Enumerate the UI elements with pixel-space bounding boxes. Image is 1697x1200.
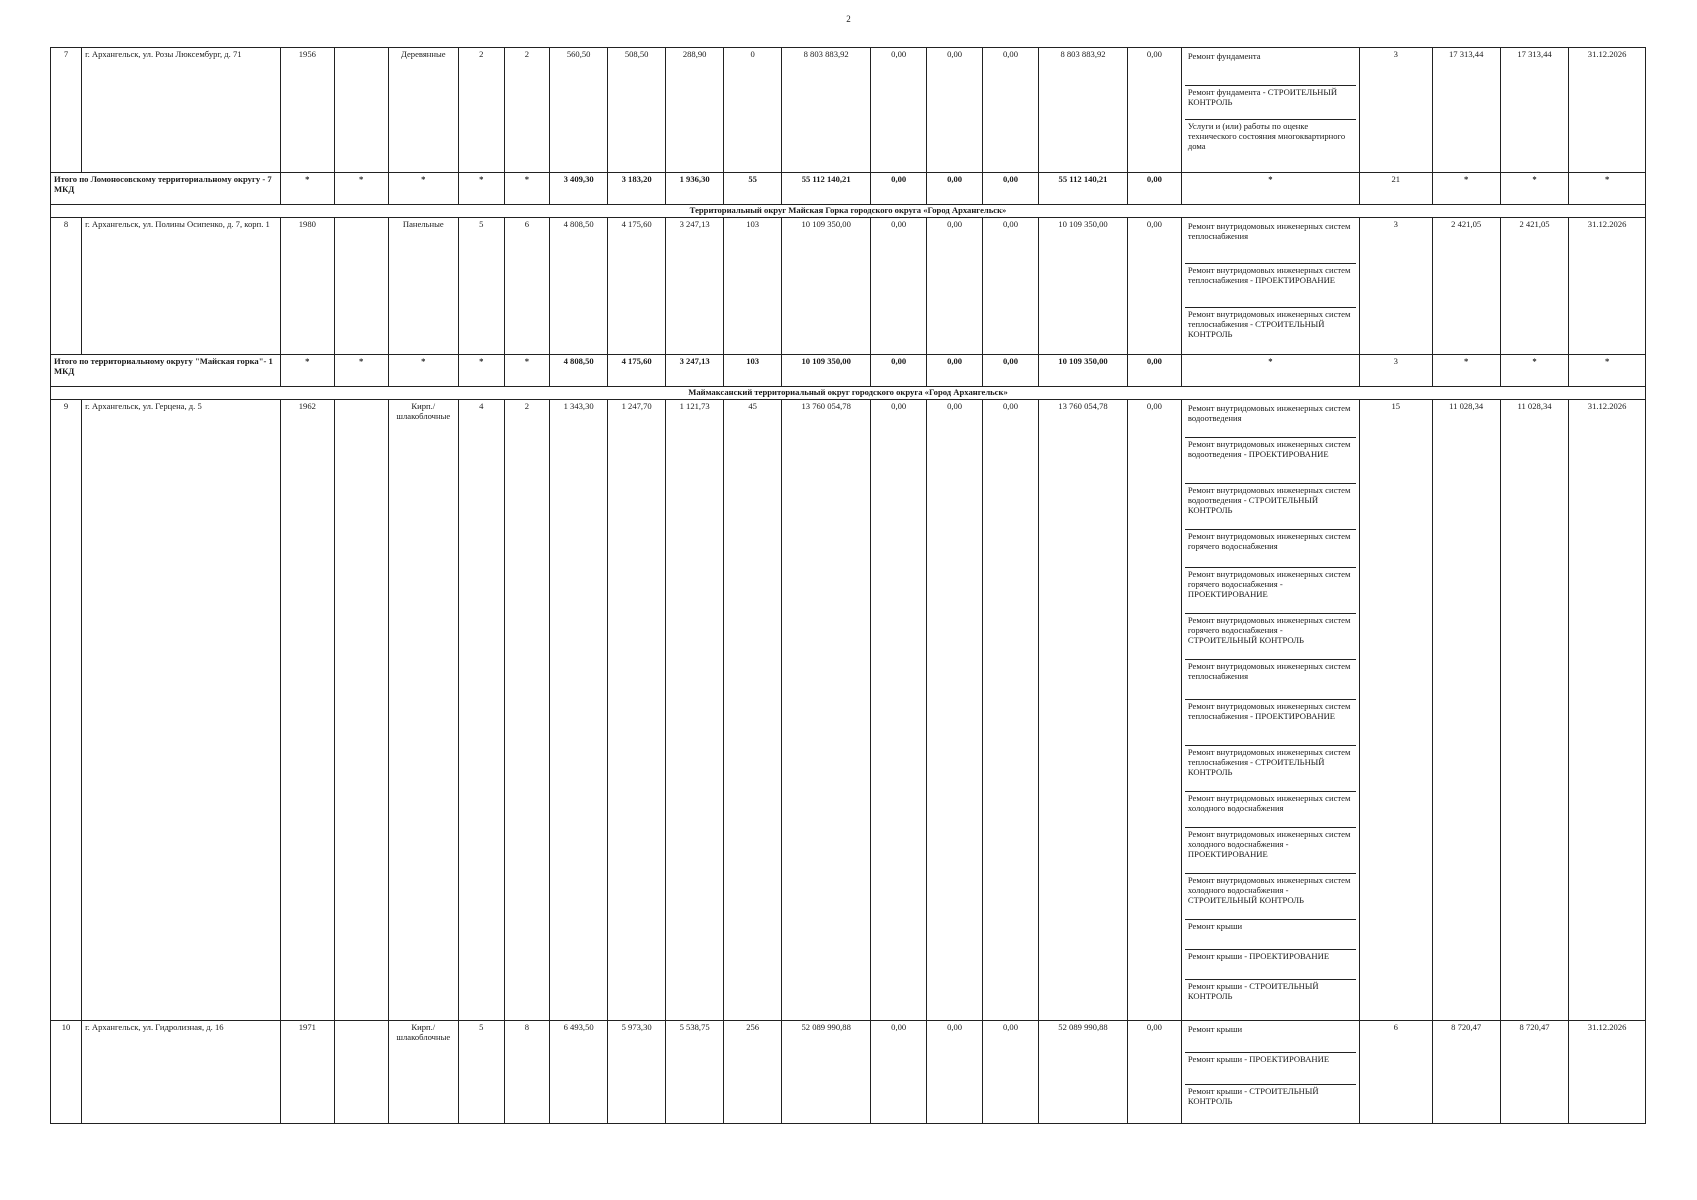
fund5-cell: 0,00 <box>1128 173 1182 205</box>
work-item: Ремонт внутридомовых инженерных систем холодного водоснабжения <box>1185 792 1356 828</box>
year-cell: 1980 <box>280 218 334 355</box>
star-cell: * <box>1181 355 1359 387</box>
row-number: 7 <box>51 48 82 173</box>
count-cell: 3 <box>1360 48 1433 173</box>
fund4-cell: 8 803 883,92 <box>1038 48 1127 173</box>
work-item: Ремонт фундамента <box>1185 50 1356 86</box>
area-total-cell: 4 808,50 <box>550 218 608 355</box>
fund1-cell: 0,00 <box>871 48 927 173</box>
work-item: Ремонт крыши - СТРОИТЕЛЬНЫЙ КОНТРОЛЬ <box>1187 1086 1319 1106</box>
entrances-cell: 2 <box>504 400 550 1021</box>
star-cell: * <box>504 355 550 387</box>
star-cell: * <box>1569 355 1646 387</box>
fund3-cell: 0,00 <box>983 355 1039 387</box>
table-row <box>51 48 1646 173</box>
fund4-cell: 10 109 350,00 <box>1038 218 1127 355</box>
area-owned-cell: 3 247,13 <box>666 355 724 387</box>
work-item: Ремонт крыши - ПРОЕКТИРОВАНИЕ <box>1185 1053 1356 1085</box>
fund2-cell: 0,00 <box>927 355 983 387</box>
area-owned-cell: 288,90 <box>666 48 724 173</box>
deadline-cell: 31.12.2026 <box>1569 48 1646 173</box>
work-item: Ремонт внутридомовых инженерных систем теплоснабжения - ПРОЕКТИРОВАНИЕ <box>1185 700 1356 746</box>
star-cell: * <box>1500 173 1568 205</box>
material-cell: Кирп./ шлакоблочные <box>388 1021 458 1124</box>
work-item: Ремонт фундамента - СТРОИТЕЛЬНЫЙ КОНТРОЛЬ <box>1185 86 1356 120</box>
work-item: Ремонт внутридомовых инженерных систем горячего водоснабжения - СТРОИТЕЛЬНЫЙ КОНТРОЛЬ <box>1185 614 1356 660</box>
total-row <box>51 173 1646 205</box>
capital-repair-register-table <box>50 47 1646 1124</box>
area-owned-cell: 3 247,13 <box>666 218 724 355</box>
work-item: Ремонт внутридомовых инженерных систем теплоснабжения - ПРОЕКТИРОВАНИЕ <box>1185 264 1356 308</box>
material-cell: Панельные <box>388 218 458 355</box>
star-cell: * <box>459 173 505 205</box>
work-item: Ремонт крыши - СТРОИТЕЛЬНЫЙ КОНТРОЛЬ <box>1187 981 1319 1001</box>
cost-total-cell: 13 760 054,78 <box>782 400 871 1021</box>
count-cell: 21 <box>1360 173 1433 205</box>
section-header-row <box>51 205 1646 218</box>
area-total-cell: 6 493,50 <box>550 1021 608 1124</box>
section-title: Маймаксанский территориальный округ городского округа «Город Архангельск» <box>51 387 1646 400</box>
material-cell: Кирп./ шлакоблочные <box>388 400 458 1021</box>
residents-cell: 55 <box>724 173 782 205</box>
work-item: Ремонт крыши <box>1185 1023 1356 1053</box>
fund3-cell: 0,00 <box>983 173 1039 205</box>
fund5-cell: 0,00 <box>1128 400 1182 1021</box>
table-row <box>51 1021 1646 1124</box>
star-cell: * <box>1181 173 1359 205</box>
work-item: Ремонт внутридомовых инженерных систем холодного водоснабжения - ПРОЕКТИРОВАНИЕ <box>1185 828 1356 874</box>
count-cell: 3 <box>1360 218 1433 355</box>
area-living-cell: 508,50 <box>608 48 666 173</box>
work-item: Ремонт внутридомовых инженерных систем водоотведения <box>1185 402 1356 438</box>
residents-cell: 256 <box>724 1021 782 1124</box>
unit-cost-cell: 8 720,47 <box>1432 1021 1500 1124</box>
address-cell: г. Архангельск, ул. Полины Осипенко, д. 7, корп. 1 <box>82 218 281 355</box>
max-cost-cell: 2 421,05 <box>1500 218 1568 355</box>
works-cell <box>1181 400 1359 1021</box>
fund1-cell: 0,00 <box>871 400 927 1021</box>
fund2-cell: 0,00 <box>927 400 983 1021</box>
fund5-cell: 0,00 <box>1128 218 1182 355</box>
fund4-cell: 55 112 140,21 <box>1038 173 1127 205</box>
max-cost-cell: 8 720,47 <box>1500 1021 1568 1124</box>
deadline-cell: 31.12.2026 <box>1569 400 1646 1021</box>
cost-total-cell: 10 109 350,00 <box>782 218 871 355</box>
work-item: Ремонт внутридомовых инженерных систем холодного водоснабжения - СТРОИТЕЛЬНЫЙ КОНТРОЛЬ <box>1185 874 1356 920</box>
residents-cell: 103 <box>724 218 782 355</box>
star-cell: * <box>388 173 458 205</box>
fund5-cell: 0,00 <box>1128 1021 1182 1124</box>
works-cell <box>1181 1021 1359 1124</box>
residents-cell: 45 <box>724 400 782 1021</box>
fund1-cell: 0,00 <box>871 355 927 387</box>
max-cost-cell: 11 028,34 <box>1500 400 1568 1021</box>
fund4-cell: 52 089 990,88 <box>1038 1021 1127 1124</box>
entrances-cell: 8 <box>504 1021 550 1124</box>
cost-total-cell: 52 089 990,88 <box>782 1021 871 1124</box>
address-cell: г. Архангельск, ул. Розы Люксембург, д. 71 <box>82 48 281 173</box>
area-owned-cell: 1 121,73 <box>666 400 724 1021</box>
area-total-cell: 4 808,50 <box>550 355 608 387</box>
page-number: 2 <box>846 14 851 24</box>
residents-cell: 103 <box>724 355 782 387</box>
work-item: Ремонт внутридомовых инженерных систем горячего водоснабжения - ПРОЕКТИРОВАНИЕ <box>1185 568 1356 614</box>
star-cell: * <box>459 355 505 387</box>
fund1-cell: 0,00 <box>871 1021 927 1124</box>
fund3-cell: 0,00 <box>983 1021 1039 1124</box>
star-cell: * <box>334 355 388 387</box>
unit-cost-cell: 17 313,44 <box>1432 48 1500 173</box>
area-living-cell: 3 183,20 <box>608 173 666 205</box>
floors-cell: 4 <box>459 400 505 1021</box>
area-owned-cell: 5 538,75 <box>666 1021 724 1124</box>
area-total-cell: 560,50 <box>550 48 608 173</box>
work-item: Ремонт внутридомовых инженерных систем горячего водоснабжения <box>1185 530 1356 568</box>
work-item: Ремонт внутридомовых инженерных систем теплоснабжения - СТРОИТЕЛЬНЫЙ КОНТРОЛЬ <box>1185 746 1356 792</box>
entrances-cell: 6 <box>504 218 550 355</box>
star-cell: * <box>1569 173 1646 205</box>
table-row <box>51 218 1646 355</box>
total-label: Итого по территориальному округу "Майская горка"- 1 МКД <box>51 355 281 387</box>
year-cell: 1956 <box>280 48 334 173</box>
work-item: Ремонт внутридомовых инженерных систем водоотведения - ПРОЕКТИРОВАНИЕ <box>1185 438 1356 484</box>
entrances-cell: 2 <box>504 48 550 173</box>
fund2-cell: 0,00 <box>927 48 983 173</box>
max-cost-cell: 17 313,44 <box>1500 48 1568 173</box>
area-living-cell: 1 247,70 <box>608 400 666 1021</box>
row-number: 10 <box>51 1021 82 1124</box>
address-cell: г. Архангельск, ул. Гидролизная, д. 16 <box>82 1021 281 1124</box>
star-cell: * <box>1432 173 1500 205</box>
row-number: 9 <box>51 400 82 1021</box>
fund4-cell: 13 760 054,78 <box>1038 400 1127 1021</box>
unit-cost-cell: 2 421,05 <box>1432 218 1500 355</box>
star-cell: * <box>334 173 388 205</box>
work-item: Ремонт внутридомовых инженерных систем теплоснабжения <box>1185 220 1356 264</box>
work-item: Ремонт крыши <box>1185 920 1356 950</box>
deadline-cell: 31.12.2026 <box>1569 1021 1646 1124</box>
section-title: Территориальный округ Майская Горка городского округа «Город Архангельск» <box>51 205 1646 218</box>
year-repair-cell <box>334 218 388 355</box>
fund3-cell: 0,00 <box>983 218 1039 355</box>
star-cell: * <box>280 355 334 387</box>
fund3-cell: 0,00 <box>983 48 1039 173</box>
work-item: Ремонт внутридомовых инженерных систем теплоснабжения <box>1185 660 1356 700</box>
residents-cell: 0 <box>724 48 782 173</box>
row-number: 8 <box>51 218 82 355</box>
star-cell: * <box>1500 355 1568 387</box>
address-cell: г. Архангельск, ул. Герцена, д. 5 <box>82 400 281 1021</box>
fund4-cell: 10 109 350,00 <box>1038 355 1127 387</box>
works-cell <box>1181 218 1359 355</box>
area-total-cell: 1 343,30 <box>550 400 608 1021</box>
fund3-cell: 0,00 <box>983 400 1039 1021</box>
work-item: Ремонт крыши - ПРОЕКТИРОВАНИЕ <box>1185 950 1356 980</box>
count-cell: 6 <box>1360 1021 1433 1124</box>
work-item: Ремонт внутридомовых инженерных систем теплоснабжения - СТРОИТЕЛЬНЫЙ КОНТРОЛЬ <box>1187 309 1351 339</box>
fund1-cell: 0,00 <box>871 218 927 355</box>
table-row <box>51 400 1646 1021</box>
year-cell: 1962 <box>280 400 334 1021</box>
fund1-cell: 0,00 <box>871 173 927 205</box>
material-cell: Деревянные <box>388 48 458 173</box>
star-cell: * <box>504 173 550 205</box>
unit-cost-cell: 11 028,34 <box>1432 400 1500 1021</box>
fund2-cell: 0,00 <box>927 173 983 205</box>
total-row <box>51 355 1646 387</box>
floors-cell: 5 <box>459 1021 505 1124</box>
floors-cell: 5 <box>459 218 505 355</box>
year-repair-cell <box>334 48 388 173</box>
year-repair-cell <box>334 1021 388 1124</box>
floors-cell: 2 <box>459 48 505 173</box>
cost-total-cell: 8 803 883,92 <box>782 48 871 173</box>
star-cell: * <box>280 173 334 205</box>
works-cell <box>1181 48 1359 173</box>
cost-total-cell: 10 109 350,00 <box>782 355 871 387</box>
area-owned-cell: 1 936,30 <box>666 173 724 205</box>
cost-total-cell: 55 112 140,21 <box>782 173 871 205</box>
section-header-row <box>51 387 1646 400</box>
fund2-cell: 0,00 <box>927 218 983 355</box>
area-living-cell: 5 973,30 <box>608 1021 666 1124</box>
total-label: Итого по Ломоносовскому территориальному округу - 7 МКД <box>51 173 281 205</box>
area-total-cell: 3 409,30 <box>550 173 608 205</box>
count-cell: 3 <box>1360 355 1433 387</box>
star-cell: * <box>388 355 458 387</box>
year-cell: 1971 <box>280 1021 334 1124</box>
fund2-cell: 0,00 <box>927 1021 983 1124</box>
count-cell: 15 <box>1360 400 1433 1021</box>
fund5-cell: 0,00 <box>1128 355 1182 387</box>
deadline-cell: 31.12.2026 <box>1569 218 1646 355</box>
fund5-cell: 0,00 <box>1128 48 1182 173</box>
star-cell: * <box>1432 355 1500 387</box>
year-repair-cell <box>334 400 388 1021</box>
area-living-cell: 4 175,60 <box>608 355 666 387</box>
work-item: Услуги и (или) работы по оценке технического состояния многоквартирного дома <box>1187 121 1346 151</box>
work-item: Ремонт внутридомовых инженерных систем водоотведения - СТРОИТЕЛЬНЫЙ КОНТРОЛЬ <box>1185 484 1356 530</box>
area-living-cell: 4 175,60 <box>608 218 666 355</box>
